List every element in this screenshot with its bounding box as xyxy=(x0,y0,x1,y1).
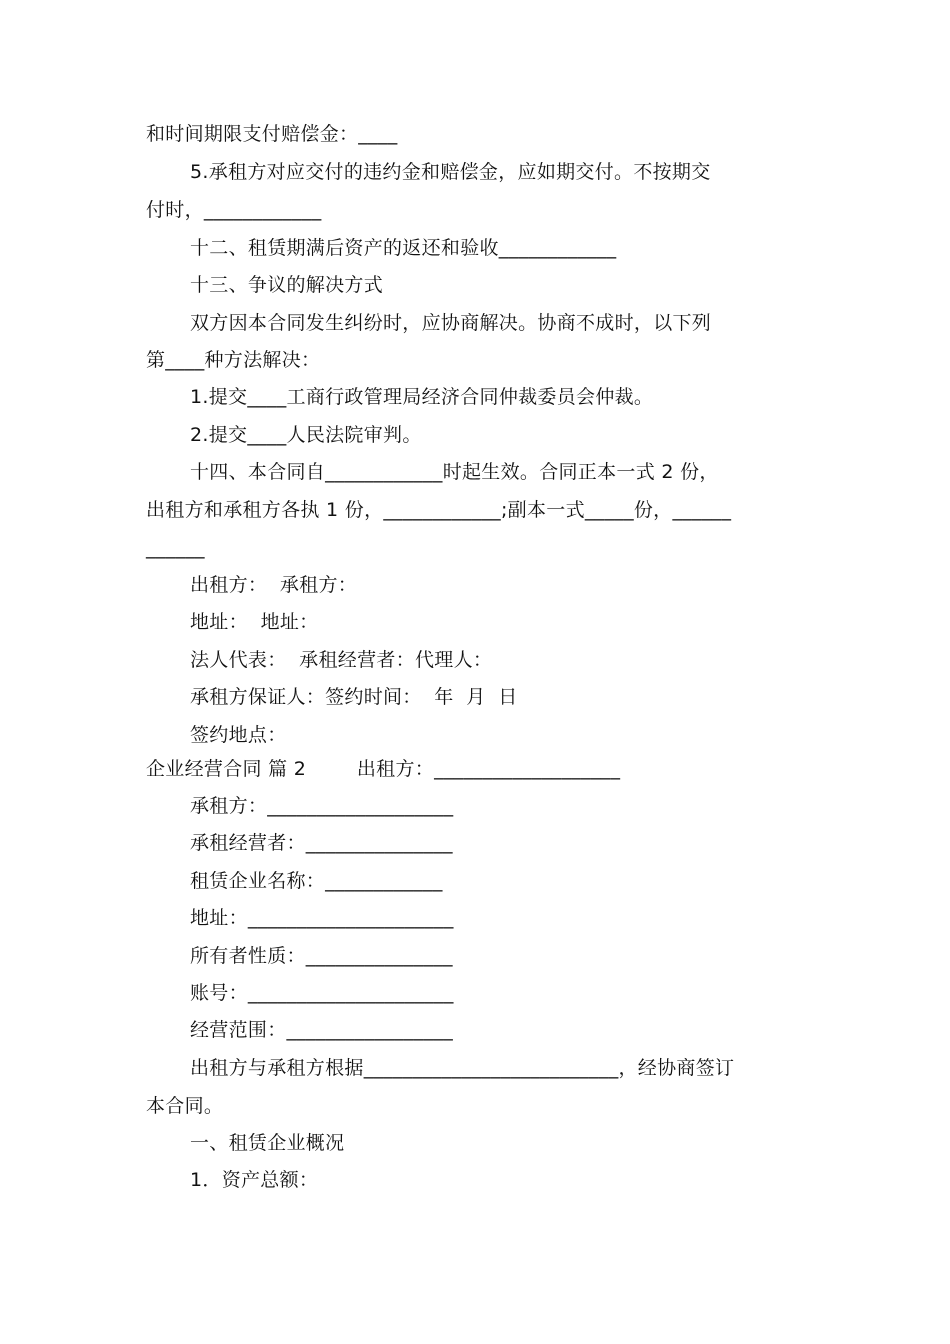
text-line: 5.承租方对应交付的违约金和赔偿金，应如期交付。不按期交 xyxy=(190,161,711,183)
section-heading: 一、租赁企业概况 xyxy=(190,1132,345,1154)
text-line: 出租方和承租方各执 1 份，____________;副本一式_____份，______ xyxy=(146,499,732,521)
signature-line: 签约地点： xyxy=(190,724,287,746)
text-line: 双方因本合同发生纠纷时，应协商解决。协商不成时，以下列 xyxy=(190,312,712,334)
form-field: 承租方：___________________ xyxy=(190,795,454,817)
form-field: 承租经营者：_______________ xyxy=(190,832,453,854)
form-field: 账号：_____________________ xyxy=(190,982,454,1004)
document-subtitle: 企业经营合同 篇 2 出租方：___________________ xyxy=(146,758,621,780)
form-field: 地址：_____________________ xyxy=(190,907,454,929)
section-heading: 十四、本合同自____________时起生效。合同正本一式 2 份， xyxy=(190,461,719,483)
text-line: 和时间期限支付赔偿金：____ xyxy=(146,123,398,145)
signature-line: 出租方： 承租方： xyxy=(190,574,358,596)
text-line: 本合同。 xyxy=(146,1095,224,1117)
signature-line: 承租方保证人：签约时间： 年 月 日 xyxy=(190,686,518,708)
text-line: ______ xyxy=(146,537,205,559)
text-line: 付时，____________ xyxy=(146,199,322,221)
signature-line: 法人代表： 承租经营者：代理人： xyxy=(190,649,493,671)
section-heading: 十三、争议的解决方式 xyxy=(190,274,384,296)
form-field: 租赁企业名称：____________ xyxy=(190,870,443,892)
text-line: 1．资产总额： xyxy=(190,1169,319,1191)
text-line: 2.提交____人民法院审判。 xyxy=(190,424,422,446)
section-heading: 十二、租赁期满后资产的返还和验收____________ xyxy=(190,237,617,259)
text-line: 出租方与承租方根据__________________________，经协商签订 xyxy=(190,1057,735,1079)
signature-line: 地址： 地址： xyxy=(190,611,319,633)
form-field: 所有者性质：_______________ xyxy=(190,945,453,967)
text-line: 1.提交____工商行政管理局经济合同仲裁委员会仲裁。 xyxy=(190,386,654,408)
text-line: 第____种方法解决： xyxy=(146,349,321,371)
form-field: 经营范围：_________________ xyxy=(190,1019,454,1041)
